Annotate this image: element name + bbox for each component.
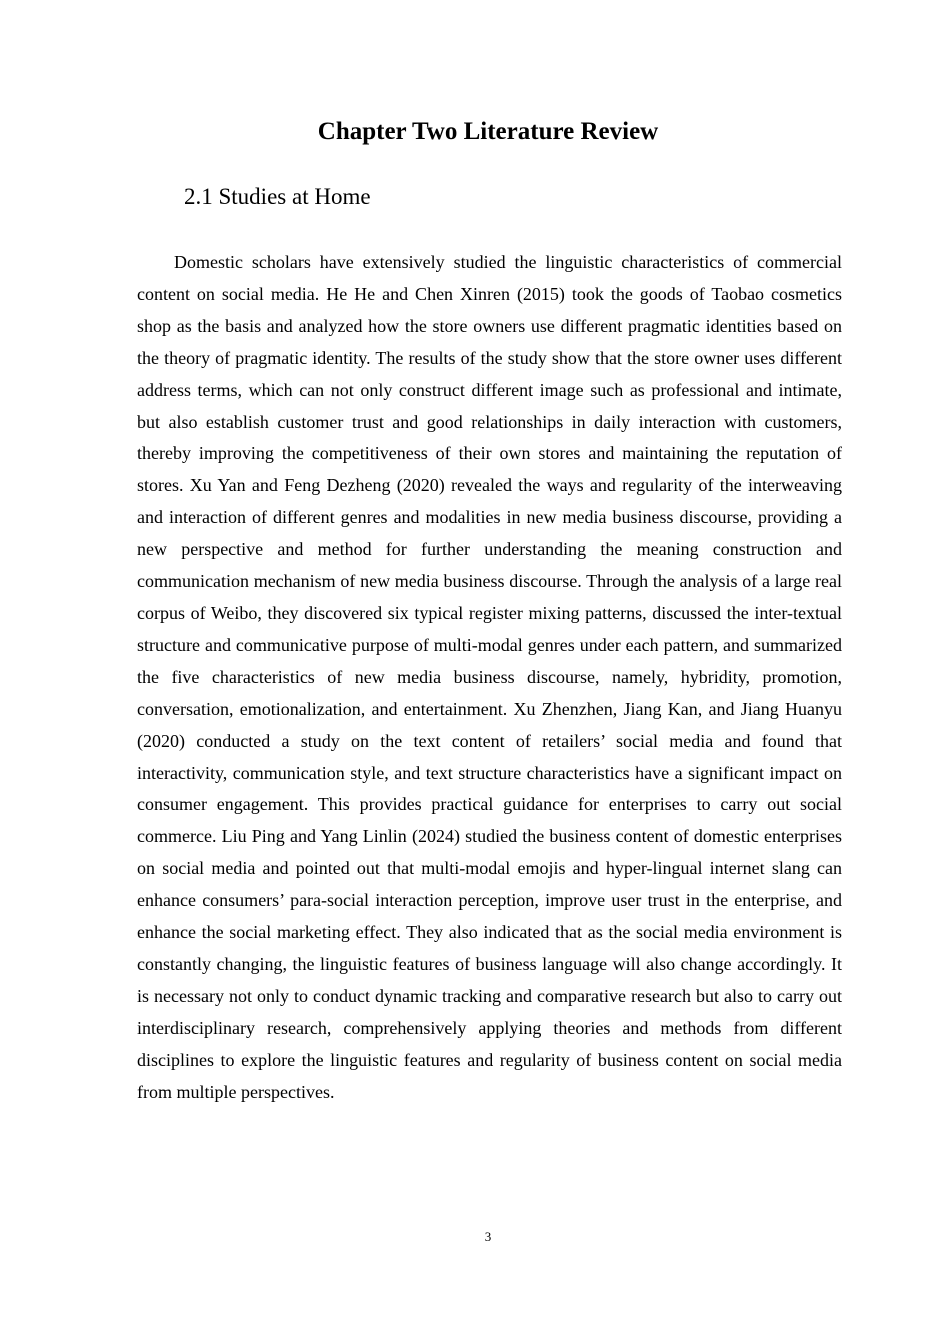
body-paragraph: Domestic scholars have extensively studied the linguistic characteristics of commercial content on social media. He He and Chen Xinren (2015) took the goods of Taobao cosmetics shop as the basis and analyzed how the store owners use different pragmatic identities based on the theory of pragmatic identity. The results of the study show that the store owner uses different address terms, which can not only construct different image such as professional and intimate, but also establish customer trust and good relationships in daily interaction with customers, thereby improving the competitiveness of their own stores and maintaining the reputation of stores. Xu Yan and Feng Dezheng (2020) revealed the ways and regularity of the interweaving and interaction of different genres and modalities in new media business discourse, providing a new perspective and method for further understanding the meaning construction and communication mechanism of new media business discourse. Through the analysis of a large real corpus of Weibo, they discovered six typical register mixing patterns, discussed the inter-textual structure and communicative purpose of multi-modal genres under each pattern, and summarized the five characteristics of new media business discourse, namely, hybridity, promotion, conversation, emotionalization, and entertainment. Xu Zhenzhen, Jiang Kan, and Jiang Huanyu (2020) conducted a study on the text content of retailers’ social media and found that interactivity, communication style, and text structure characteristics have a significant impact on consumer engagement. This provides practical guidance for enterprises to carry out social commerce. Liu Ping and Yang Linlin (2024) studied the business content of domestic enterprises on social media and pointed out that multi-modal emojis and hyper-lingual internet slang can enhance consumers’ para-social interaction perception, improve user trust in the enterprise, and enhance the social marketing effect. They also indicated that as the social media environment is constantly changing, the linguistic features of business language will also change accordingly. It is necessary not only to conduct dynamic tracking and comparative research but also to carry out interdisciplinary research, comprehensively applying theories and methods from different disciplines to explore the linguistic features and regularity of business content on social media from multiple perspectives. — [137, 252, 842, 1102]
chapter-title: Chapter Two Literature Review — [317, 118, 659, 145]
section-heading: 2.1 Studies at Home — [184, 184, 371, 209]
page-number: 3 — [484, 1229, 492, 1244]
